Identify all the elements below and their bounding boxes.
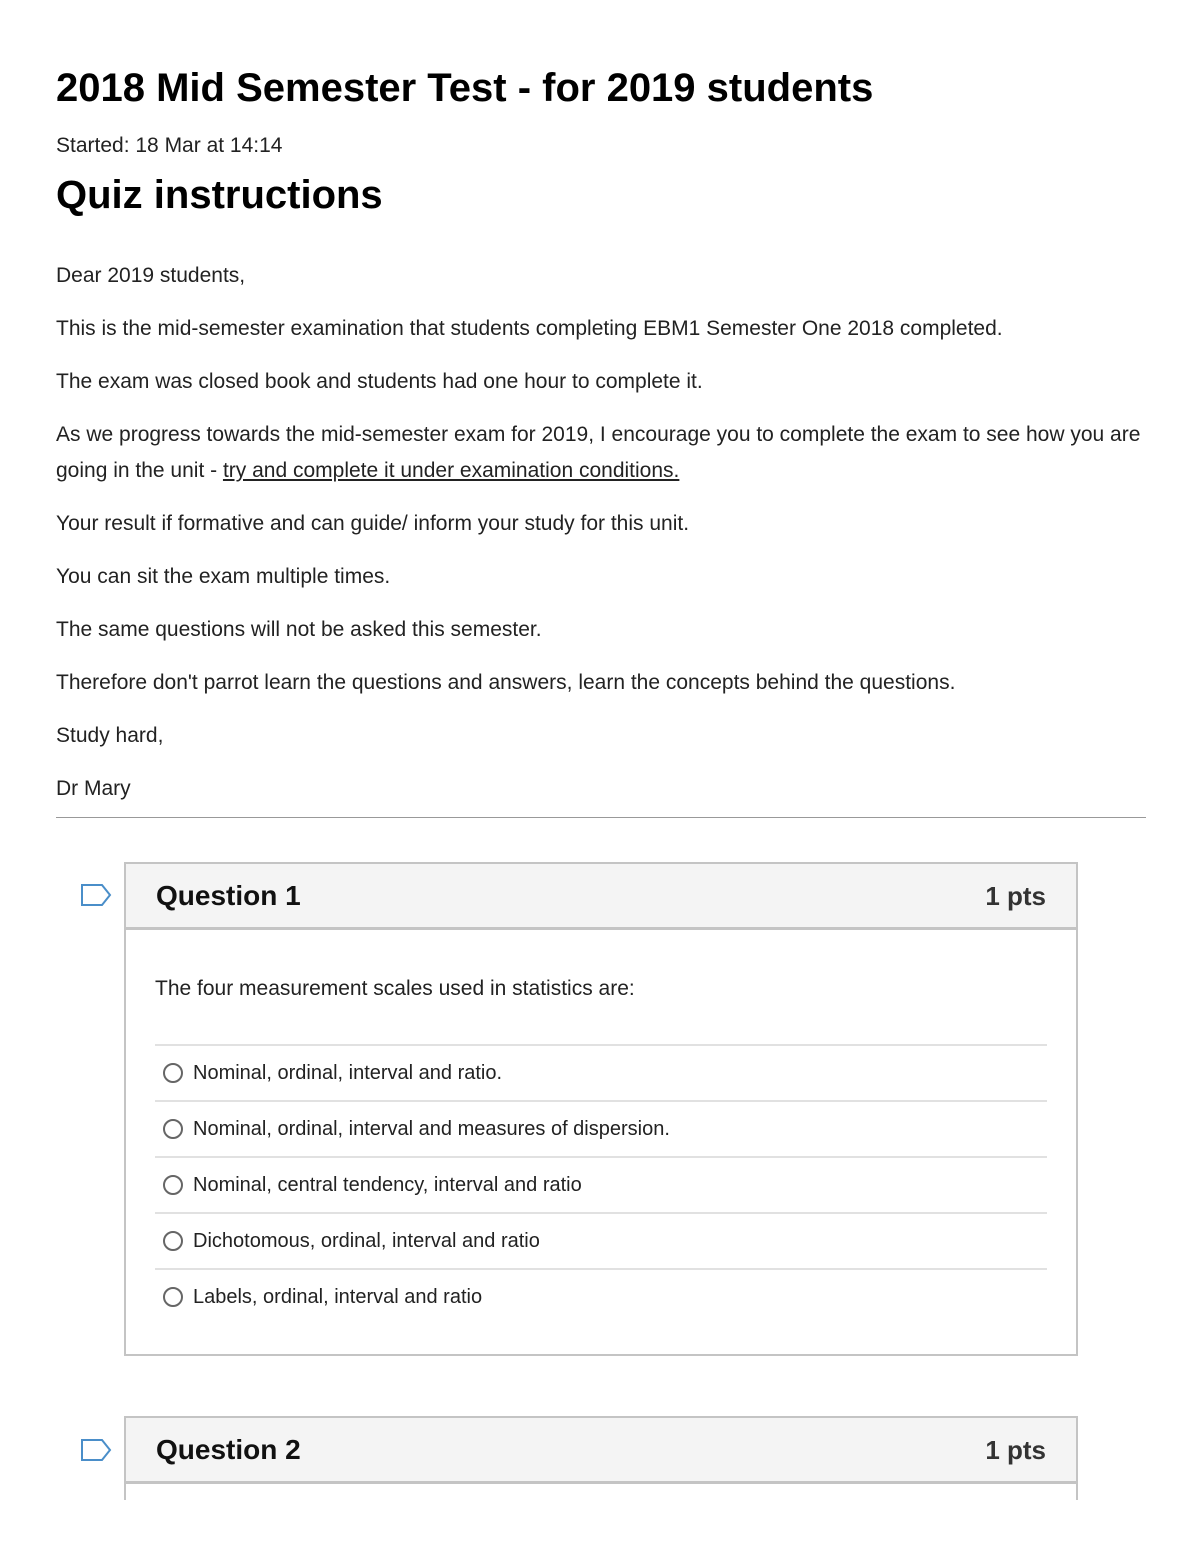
section-divider xyxy=(56,817,1146,818)
question-card xyxy=(124,1416,1078,1500)
instructions-greeting: Dear 2019 students, xyxy=(56,264,246,287)
instructions-signature: Dr Mary xyxy=(56,777,131,800)
answer-list xyxy=(155,1044,1047,1324)
question-header xyxy=(126,864,1076,930)
question-title: Question 1 xyxy=(156,880,301,911)
question-card xyxy=(124,862,1078,1356)
answer-label[interactable]: Nominal, ordinal, interval and measures of dispersion. xyxy=(193,1118,670,1140)
instructions-paragraph: Your result if formative and can guide/ inform your study for this unit. xyxy=(56,512,690,535)
exam-conditions-link[interactable]: try and complete it under examination conditions. xyxy=(222,459,680,482)
answer-option[interactable] xyxy=(155,1270,1047,1324)
instructions-paragraph: The same questions will not be asked this semester. xyxy=(56,618,542,641)
question-points: 1 pts xyxy=(985,1435,1046,1465)
instructions-paragraph xyxy=(56,417,1146,489)
answer-option[interactable] xyxy=(155,1214,1047,1270)
instructions-text: As we progress towards the mid-semester exam for 2019, I encourage you to complete the exam to see how you are going in the unit - xyxy=(56,423,1141,482)
question-points: 1 pts xyxy=(985,881,1046,911)
radio-unselected-icon[interactable] xyxy=(163,1119,183,1139)
answer-option[interactable] xyxy=(155,1046,1047,1102)
question-title: Question 2 xyxy=(156,1434,301,1465)
radio-unselected-icon[interactable] xyxy=(163,1231,183,1251)
instructions-paragraph: The exam was closed book and students had one hour to complete it. xyxy=(56,370,703,393)
answer-option[interactable] xyxy=(155,1158,1047,1214)
radio-unselected-icon[interactable] xyxy=(163,1063,183,1083)
instructions-paragraph: You can sit the exam multiple times. xyxy=(56,565,391,588)
flag-question-icon[interactable] xyxy=(80,1438,112,1462)
radio-unselected-icon[interactable] xyxy=(163,1287,183,1307)
instructions-closing: Study hard, xyxy=(56,724,164,747)
flag-question-icon[interactable] xyxy=(80,883,112,907)
answer-label[interactable]: Dichotomous, ordinal, interval and ratio xyxy=(193,1230,540,1252)
quiz-instructions xyxy=(56,258,1146,824)
question-header xyxy=(126,1418,1076,1484)
instructions-paragraph: This is the mid-semester examination that students completing EBM1 Semester One 2018 completed. xyxy=(56,317,1003,340)
question-text: The four measurement scales used in statistics are: xyxy=(155,977,635,1000)
answer-label[interactable]: Nominal, central tendency, interval and ratio xyxy=(193,1174,582,1196)
radio-unselected-icon[interactable] xyxy=(163,1175,183,1195)
question-body xyxy=(126,930,1076,1324)
instructions-paragraph: Therefore don't parrot learn the questions and answers, learn the concepts behind the questions. xyxy=(56,671,956,694)
answer-label[interactable]: Labels, ordinal, interval and ratio xyxy=(193,1286,483,1308)
instructions-heading: Quiz instructions xyxy=(56,173,383,217)
started-timestamp: Started: 18 Mar at 14:14 xyxy=(56,134,283,157)
quiz-title: 2018 Mid Semester Test - for 2019 students xyxy=(56,66,874,110)
answer-option[interactable] xyxy=(155,1102,1047,1158)
answer-label[interactable]: Nominal, ordinal, interval and ratio. xyxy=(193,1062,503,1084)
